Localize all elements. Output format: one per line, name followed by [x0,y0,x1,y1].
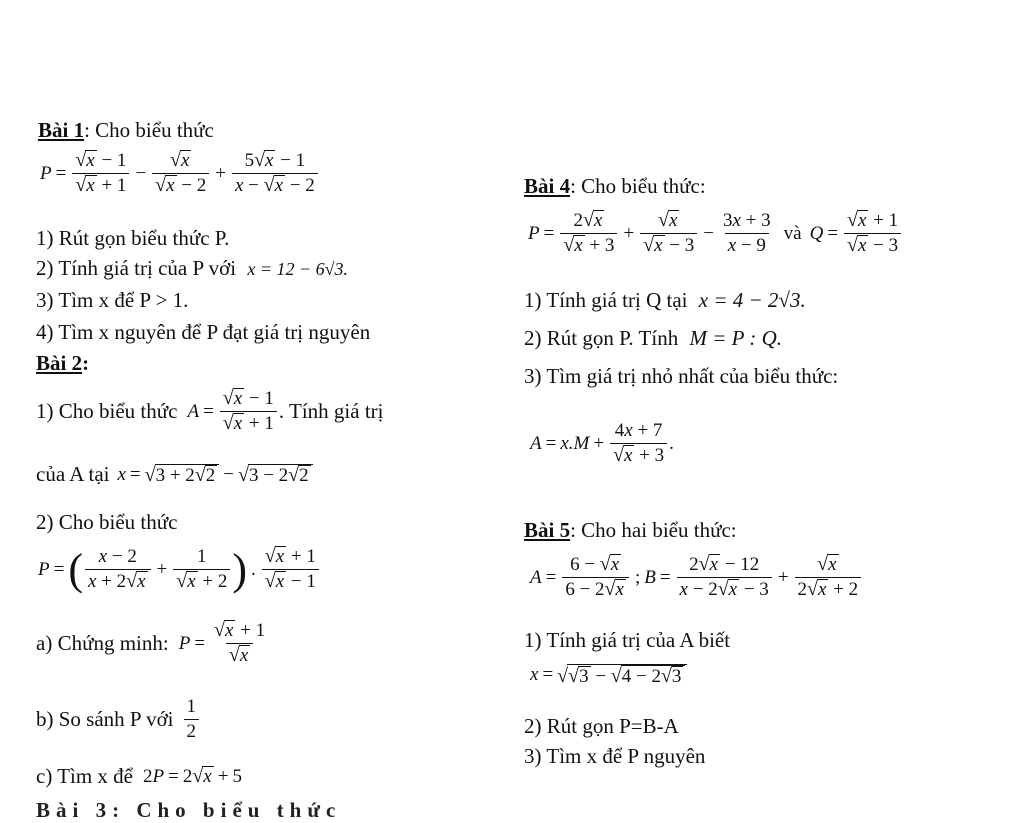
bai4-a-formula: A = x.M + 4x + 7 √ x + 3 . [530,420,674,467]
bai2-qa-text: a) Chứng minh: [36,631,169,655]
bai5-q2: 2) Rút gọn P=B-A [524,714,679,738]
bai2-q2: 2) Cho biểu thức [36,510,178,534]
bai2-heading: Bài 2 [36,351,83,375]
bai2-q1-line2: của A tại x = √ 3 + 2 √ 2 − √ 3 − 2 √ 2 [36,462,313,487]
bai3-cut-off-line: Bài 3: Cho biểu thức [36,798,342,822]
bai2-heading-rest: : [82,351,90,375]
bai2-p-formula: P = ( x − 2 x + 2 √ x + 1 √ x + 2 ) . √ x + 1 √ x − 1 [38,546,321,593]
bai1-q2-value: x = 12 − 6√3. [247,259,348,279]
bai5-q3: 3) Tìm x để P nguyên [524,744,706,768]
bai5-q1: 1) Tính giá trị của A biết [524,628,731,652]
bai2-title [36,351,89,375]
bai4-q2-value: M = P : Q. [689,326,782,350]
bai4-q3: 3) Tìm giá trị nhỏ nhất của biểu thức: [524,364,839,388]
bai4-q2-text: 2) Rút gọn P. Tính [524,326,679,350]
bai1-q2-text: 2) Tính giá trị của P với [36,256,237,280]
bai1-q4: 4) Tìm x nguyên để P đạt giá trị nguyên [36,320,371,344]
bai2-q1-line2-text: của A tại [36,462,110,486]
bai2-qc-text: c) Tìm x để [36,764,134,788]
bai5-ab-formula: A = 6 − √ x 6 − 2 √ x ; B = 2 √ x − 12 x − 2 √ x − 3 + √ x 2 √ x + 2 [530,554,863,601]
bai4-conj: và [783,222,802,244]
bai5-heading-rest: : Cho hai biểu thức: [570,518,737,542]
bai2-q1: 1) Cho biểu thức A = √ x − 1 √ x + 1 . Tính giá trị [36,387,384,435]
bai4-heading: Bài 4 [524,174,571,198]
bai2-qb-text: b) So sánh P với [36,707,174,731]
bai2-qa: a) Chứng minh: P = √ x + 1 √ x [36,619,266,667]
bai1-q3: 3) Tìm x để P > 1. [36,288,189,312]
bai4-q1-text: 1) Tính giá trị Q tại [524,288,688,312]
bai2-qc: c) Tìm x để 2P = 2 √ x + 5 [36,764,242,788]
bai1-q1: 1) Rút gọn biểu thức P. [36,226,230,250]
bai5-x-value: x = √ √ 3 − √ 4 − 2 √ 3 [530,664,687,687]
bai4-q1-value: x = 4 − 2√3. [698,288,806,312]
bai2-qb: b) So sánh P với $\frac{1}{2}$ [36,696,201,743]
bai5-title [524,518,737,542]
bai1-p-formula: P = √ x − 1 √ x + 1 − √ x √ x − 2 + 5 √ x − 1 x − √ x − 2 [40,150,320,197]
bai1-heading-rest: : Cho biểu thức [84,118,214,142]
bai1-q2 [36,256,348,281]
bai4-pq-formula: P = 2 √ x √ x + 3 + √ x √ x − 3 − $\frac{3x + 3}{x - 9}$ và Q = √ x + 1 √ x − 3 [528,210,903,257]
bai4-q1 [524,288,806,312]
bai4-q2 [524,326,782,350]
bai1-heading: Bài 1 [38,118,85,142]
bai4-title [524,174,706,198]
bai5-heading: Bài 5 [524,518,571,542]
bai2-q1-text: 1) Cho biểu thức [36,399,178,423]
bai1-title [38,118,214,142]
bai4-heading-rest: : Cho biểu thức: [570,174,706,198]
bai2-q1-post: . Tính giá trị [278,399,384,423]
